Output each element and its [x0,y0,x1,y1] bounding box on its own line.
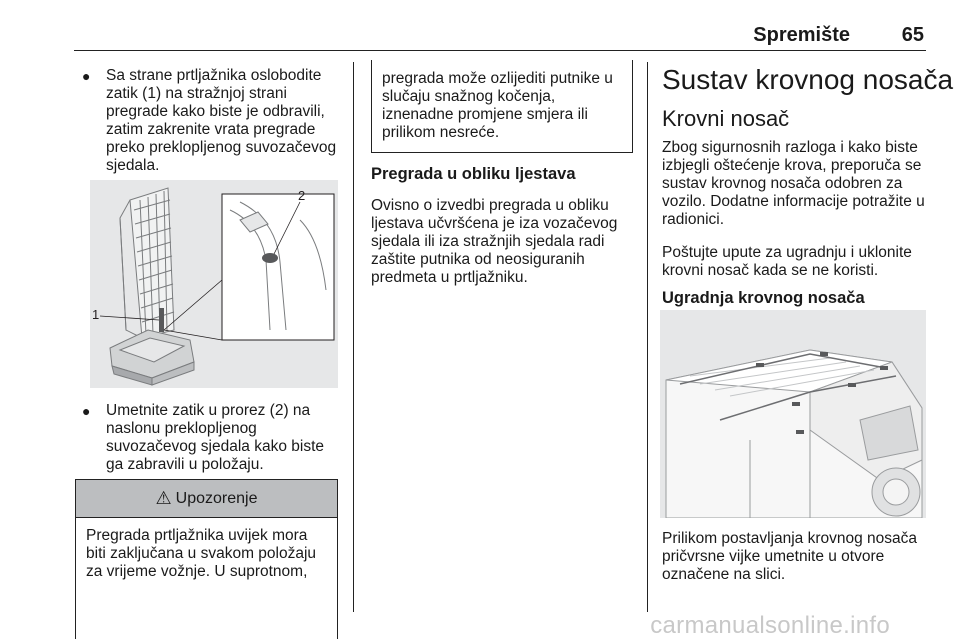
instruction-step-lock [82,402,344,474]
header-divider [74,50,926,51]
roof-rack-figure [660,310,926,518]
roof-rack-instructions-paragraph: Poštujte upute za ugradnju i uklonite krovni nosač kada se ne koristi. [662,244,912,279]
warning-triangle-icon: ⚠ [155,488,172,508]
column-divider-left [353,62,354,612]
bullet-icon: ● [82,403,91,419]
warning-box-continued [371,60,633,153]
section-subtitle: Krovni nosač [662,106,790,131]
page-number: 65 [901,24,924,46]
section-heading-ladder-partition: Pregrada u obliku ljestava [371,165,576,183]
van-roof-illustration [660,310,926,518]
instruction-text: Sa strane prtljažnika oslobodite zatik (1) na stražnjoj strani pregrade kako biste je odbravili, zatim zakrenite vrata pregrade preko preklopljenog suvozačevog sjedala. [106,67,337,174]
chapter-title: Sustav krovnog nosača [662,64,954,95]
warning-continued-text: pregrada može ozlijediti putnike u slučaju snažnog kočenja, iznenadne promjene smjera ili prilikom nesreće. [382,70,613,141]
section-heading-roof-rack-install: Ugradnja krovnog nosača [662,289,865,307]
figure-label-2: 2 [298,188,306,203]
partition-release-figure [90,180,338,388]
roof-rack-safety-paragraph: Zbog sigurnosnih razloga i kako biste izbjegli oštećenje krova, preporuča se sustav krovnog nosača odobren za vozilo. Dodatne informacije potražite u radionici. [662,139,925,228]
page-section-title: Spremište [753,24,850,46]
instruction-text: Umetnite zatik u prorez (2) na naslonu preklopljenog suvozačevog sjedala kako biste ga zabravili u položaju. [106,402,324,473]
warning-header [76,480,337,518]
roof-rack-install-caption: Prilikom postavljanja krovnog nosača pričvrsne vijke umetnite u otvore označene na slici. [662,530,918,583]
warning-text: Pregrada prtljažnika uvijek mora biti zaključana u svakom položaju za vrijeme vožnje. U suprotnom, [86,527,317,580]
warning-title: Upozorenje [175,489,258,507]
column-divider-right [647,62,648,612]
figure-label-1: 1 [92,307,100,322]
bullet-icon: ● [82,68,91,84]
watermark: carmanualsonline.info [650,612,890,639]
ladder-partition-paragraph: Ovisno o izvedbi pregrada u obliku ljestava učvršćena je iza vozačevog sjedala ili iza stražnjih sjedala radi zaštite putnika od neosiguranih predmeta u prtljažniku. [371,197,618,286]
instruction-step-release [82,67,344,175]
warning-box [75,479,338,639]
partition-illustration [90,180,338,388]
